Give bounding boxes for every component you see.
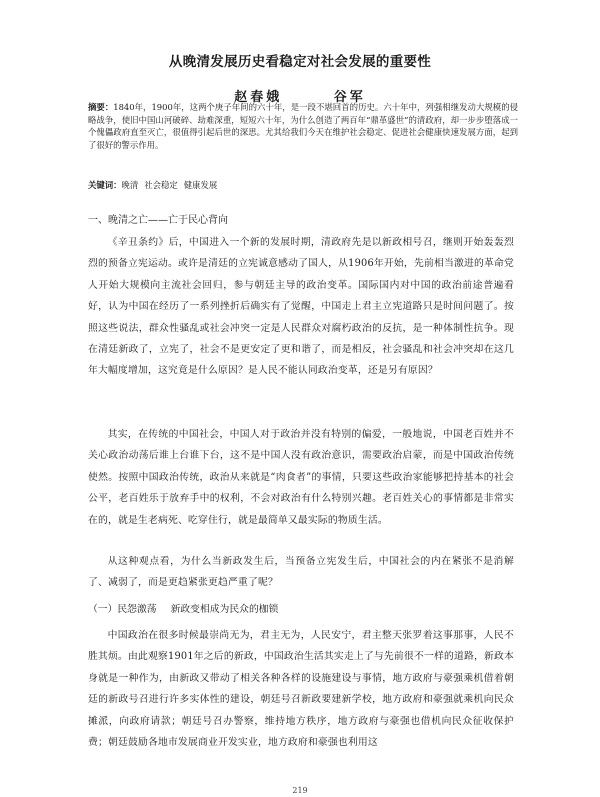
abstract-text: 1840年，1900年，这两个庚子年间的六十年，是一段不堪回首的历史。六十年中，列强相继发动大规模的侵略战争，使旧中国山河破碎、劫难深重，短短六十年，为什么创造了两百年“鼎革盛世”的清政府，却一步步堕落成一个傀儡政府直至灭亡，很值得引起后世的深思。尤其给我们今天在维护社会稳定、促进社会健康快速发展方面，起到了很好的警示作用。 xyxy=(88,102,519,150)
page-number: 219 xyxy=(292,786,308,795)
abstract-label: 摘要： xyxy=(88,102,114,112)
body-paragraph: 中国政治在很多时候最崇尚无为，君主无为，人民安宁，君主整天张罗着这事那事，人民不胜其烦。由此观察1901年之后的新政，中国政治生活其实走上了与先前很不一样的道路，新政本身就是一种作为，由新政又带动了相关各种各样的设施建设与事情，地方政府与豪强乘机借着朝廷的新政号召进行许多实体性的建设，朝廷号召新政要建新学校，地方政府和豪强就乘机向民众摊派，向政府请款；朝廷号召办警察，维持地方秩序，地方政府与豪强也借机向民众征收保护费；朝廷鼓励各地市发展商业开发实业，地方政府和豪强也利用这 xyxy=(88,630,514,749)
subsection-title: 新政变相成为民众的枷锁 xyxy=(170,604,279,615)
subsection-heading xyxy=(88,601,278,615)
section-heading: 一、晚清之亡——亡于民心背向 xyxy=(88,215,228,226)
abstract xyxy=(88,101,518,151)
keyword: 晚清 xyxy=(121,180,139,190)
paper-title: 从晚清发展历史看稳定对社会发展的重要性 xyxy=(168,54,432,70)
author-name: 赵春娥 xyxy=(234,90,283,105)
keyword: 健康发展 xyxy=(183,180,218,190)
author-name: 谷军 xyxy=(333,90,366,105)
subsection-number: （一）民怨激荡 xyxy=(88,604,157,615)
body-paragraph: 《辛丑条约》后，中国进入一个新的发展时期，清政府先是以新政相号召，继则开始轰轰烈烈的预备立宪运动。或许是清廷的立宪诚意感动了国人，从1906年开始，先前相当激进的革命党人开始大规模向主流社会回归，参与朝廷主导的政治变革。国际国内对中国的政治前途普遍看好，认为中国在经历了一系列挫折后确实有了觉醒，中国走上君主立宪道路只是时间问题了。按照这些说法，群众性骚乱或社会冲突一定是人民群众对腐朽政治的反抗，是一种体制性抗争。现在清廷新政了，立宪了，社会不是更安定了更和谐了，而是相反，社会骚乱和社会冲突却在这几年大幅度增加，这究竟是什么原因？是人民不能认同政治变革，还是另有原因？ xyxy=(88,237,514,377)
keywords xyxy=(88,179,518,191)
body-paragraph: 其实，在传统的中国社会，中国人对于政治并没有特别的偏爱，一般地说，中国老百姓并不关心政治动荡后谁上台谁下台，这不是中国人没有政治意识，需要政治启蒙，而是中国政治传统使然。按照中国政治传统，政治从来就是“肉食者”的事情，只要这些政治家能够把持基本的社会公平，老百姓乐于放弃手中的权利，不会对政治有什么特别兴趣。老百姓关心的事情都是非常实在的，就是生老病死、吃穿住行，就是最简单又最实际的物质生活。 xyxy=(88,429,514,526)
keyword: 社会稳定 xyxy=(144,180,178,190)
keywords-label: 关键词： xyxy=(88,180,122,190)
body-paragraph: 从这种观点看，为什么当新政发生后，当预备立宪发生后，中国社会的内在紧张不是消解了、减弱了，而是更趋紧张更趋严重了呢？ xyxy=(88,556,514,589)
